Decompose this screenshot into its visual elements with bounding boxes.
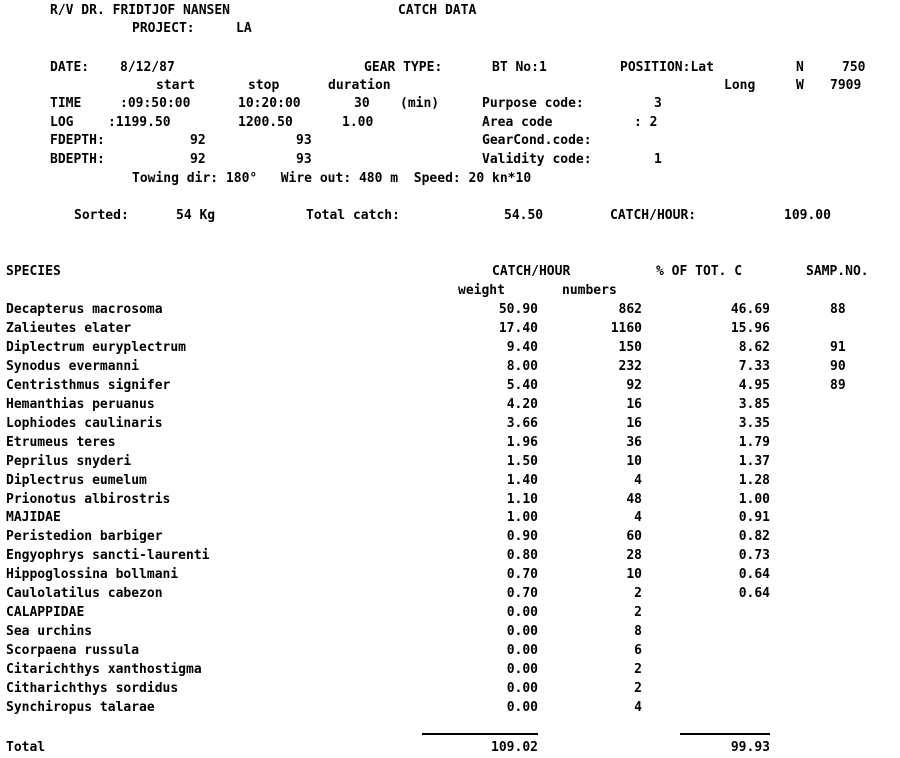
long-value: 7909 — [830, 78, 862, 93]
weight-value: 3.66 — [506, 415, 538, 431]
bdepth-stop: 93 — [296, 152, 312, 167]
total-weight: 109.02 — [491, 740, 538, 755]
project-label: PROJECT: — [132, 21, 195, 36]
validity-value: 1 — [654, 152, 662, 167]
area-label: Area code — [482, 115, 553, 130]
weight-value: 1.40 — [506, 472, 538, 488]
weight-value: 0.00 — [506, 643, 538, 659]
species-name: Zalieutes elater — [6, 320, 132, 336]
total-label: Total — [6, 740, 46, 755]
numbers-value: 4 — [634, 699, 642, 715]
total-pct: 99.93 — [730, 740, 770, 755]
numbers-value: 150 — [618, 339, 642, 355]
species-name: CALAPPIDAE — [6, 605, 85, 621]
numbers-value: 1160 — [610, 320, 642, 336]
pct-value: 46.69 — [730, 302, 770, 317]
weight-value: 1.00 — [506, 510, 538, 526]
species-name: MAJIDAE — [6, 510, 61, 526]
weight-value: 0.00 — [506, 662, 538, 678]
sorted-value: 54 Kg — [176, 208, 216, 223]
date-value: 8/12/87 — [120, 60, 175, 75]
species-name: Etrumeus teres — [6, 434, 116, 450]
time-unit: (min) — [400, 96, 440, 111]
species-name: Decapterus macrosoma — [6, 302, 163, 317]
col-samp: SAMP.NO. — [806, 264, 869, 279]
weight-value: 9.40 — [506, 339, 538, 355]
numbers-value: 92 — [626, 377, 642, 393]
date-label: DATE: — [50, 60, 90, 75]
numbers-value: 2 — [634, 605, 642, 621]
pct-total-rule — [680, 733, 770, 735]
pct-value: 0.64 — [738, 567, 770, 583]
position-label: POSITION:Lat — [620, 60, 714, 75]
pct-value: 0.73 — [738, 548, 770, 564]
col-numbers: numbers — [562, 283, 617, 298]
fdepth-label: FDEPTH: — [50, 133, 105, 148]
catch-hour-value: 109.00 — [784, 208, 831, 223]
long-hemisphere: W — [796, 78, 804, 93]
species-name: Hippoglossina bollmani — [6, 567, 179, 583]
project-value: LA — [236, 21, 252, 36]
log-start: :1199.50 — [108, 115, 171, 130]
col-duration: duration — [328, 78, 391, 93]
numbers-value: 4 — [634, 510, 642, 526]
col-species: SPECIES — [6, 264, 61, 279]
gear-label: GEAR TYPE: — [364, 60, 443, 75]
sorted-label: Sorted: — [74, 208, 129, 223]
lat-hemisphere: N — [796, 60, 804, 75]
towing-line: Towing dir: 180° Wire out: 480 m Speed: 20 kn*10 — [132, 171, 532, 186]
weight-value: 0.70 — [506, 567, 538, 583]
species-name: Diplectrus eumelum — [6, 472, 147, 488]
numbers-value: 2 — [634, 662, 642, 678]
weight-value: 1.96 — [506, 434, 538, 450]
numbers-value: 16 — [626, 415, 642, 431]
pct-value: 1.28 — [738, 472, 770, 488]
pct-value: 1.00 — [738, 491, 770, 507]
species-name: Centristhmus signifer — [6, 377, 171, 393]
species-name: Caulolatilus cabezon — [6, 586, 163, 602]
log-duration: 1.00 — [342, 115, 374, 130]
pct-value: 3.85 — [738, 396, 770, 412]
species-name: Peristedion barbiger — [6, 529, 163, 545]
species-name: Peprilus snyderi — [6, 453, 132, 469]
log-stop: 1200.50 — [238, 115, 293, 130]
weight-value: 1.50 — [506, 453, 538, 469]
species-name: Lophiodes caulinaris — [6, 415, 163, 431]
weight-value: 0.90 — [506, 529, 538, 545]
catch-hour-label: CATCH/HOUR: — [610, 208, 697, 223]
weight-value: 0.00 — [506, 699, 538, 715]
bdepth-start: 92 — [190, 152, 206, 167]
gearcond-label: GearCond.code: — [482, 133, 592, 148]
log-label: LOG — [50, 115, 74, 130]
bdepth-label: BDEPTH: — [50, 152, 105, 167]
pct-value: 0.64 — [738, 586, 770, 602]
pct-value: 1.37 — [738, 453, 770, 469]
weight-value: 4.20 — [506, 396, 538, 412]
time-duration: 30 — [354, 96, 370, 111]
report-title: CATCH DATA — [398, 3, 477, 18]
col-weight: weight — [458, 283, 505, 298]
weight-value: 8.00 — [506, 358, 538, 374]
pct-value: 3.35 — [738, 415, 770, 431]
total-catch-label: Total catch: — [306, 208, 400, 223]
species-name: Engyophrys sancti-laurenti — [6, 548, 210, 564]
gear-value: BT No:1 — [492, 60, 547, 75]
numbers-value: 2 — [634, 586, 642, 602]
fdepth-start: 92 — [190, 133, 206, 148]
samp-value: 89 — [830, 377, 846, 393]
numbers-value: 8 — [634, 624, 642, 640]
numbers-value: 2 — [634, 681, 642, 696]
weight-value: 0.70 — [506, 586, 538, 602]
col-start: start — [156, 78, 196, 93]
pct-value: 0.91 — [738, 510, 770, 526]
samp-value: 91 — [830, 339, 846, 355]
weight-value: 17.40 — [498, 320, 538, 336]
pct-value: 7.33 — [738, 358, 770, 374]
weight-value: 0.80 — [506, 548, 538, 564]
numbers-value: 10 — [626, 567, 642, 583]
pct-value: 15.96 — [730, 320, 770, 336]
numbers-value: 16 — [626, 396, 642, 412]
time-stop: 10:20:00 — [238, 96, 301, 111]
numbers-value: 862 — [618, 302, 642, 317]
purpose-value: 3 — [654, 96, 662, 111]
long-label: Long — [724, 78, 756, 93]
species-name: Citharichthys sordidus — [6, 681, 179, 696]
samp-value: 90 — [830, 358, 846, 374]
numbers-value: 4 — [634, 472, 642, 488]
pct-value: 4.95 — [738, 377, 770, 393]
species-name: Prionotus albirostris — [6, 491, 171, 507]
weight-value: 0.00 — [506, 605, 538, 621]
weight-value: 5.40 — [506, 377, 538, 393]
col-catch-hour: CATCH/HOUR — [492, 264, 571, 279]
numbers-value: 6 — [634, 643, 642, 659]
species-name: Diplectrum euryplectrum — [6, 339, 187, 355]
numbers-value: 10 — [626, 453, 642, 469]
species-name: Hemanthias peruanus — [6, 396, 155, 412]
pct-value: 0.82 — [738, 529, 770, 545]
pct-value: 8.62 — [738, 339, 770, 355]
time-start: :09:50:00 — [120, 96, 191, 111]
weight-value: 1.10 — [506, 491, 538, 507]
pct-value: 1.79 — [738, 434, 770, 450]
weight-value: 0.00 — [506, 681, 538, 696]
time-label: TIME — [50, 96, 82, 111]
species-name: Synchiropus talarae — [6, 699, 155, 715]
numbers-value: 232 — [618, 358, 642, 374]
total-catch-value: 54.50 — [504, 208, 544, 223]
numbers-value: 60 — [626, 529, 642, 545]
weight-value: 0.00 — [506, 624, 538, 640]
weight-total-rule — [422, 733, 538, 735]
fdepth-stop: 93 — [296, 133, 312, 148]
species-name: Sea urchins — [6, 624, 93, 640]
col-pct: % OF TOT. C — [656, 264, 743, 279]
lat-value: 750 — [842, 60, 866, 75]
validity-label: Validity code: — [482, 152, 592, 167]
species-name: Synodus evermanni — [6, 358, 140, 374]
samp-value: 88 — [830, 302, 846, 317]
numbers-value: 28 — [626, 548, 642, 564]
weight-value: 50.90 — [498, 302, 538, 317]
species-name: Citarichthys xanthostigma — [6, 662, 202, 678]
numbers-value: 48 — [626, 491, 642, 507]
purpose-label: Purpose code: — [482, 96, 584, 111]
area-value: : 2 — [634, 115, 658, 130]
species-name: Scorpaena russula — [6, 643, 140, 659]
col-stop: stop — [248, 78, 280, 93]
vessel-name: R/V DR. FRIDTJOF NANSEN — [50, 3, 231, 18]
numbers-value: 36 — [626, 434, 642, 450]
